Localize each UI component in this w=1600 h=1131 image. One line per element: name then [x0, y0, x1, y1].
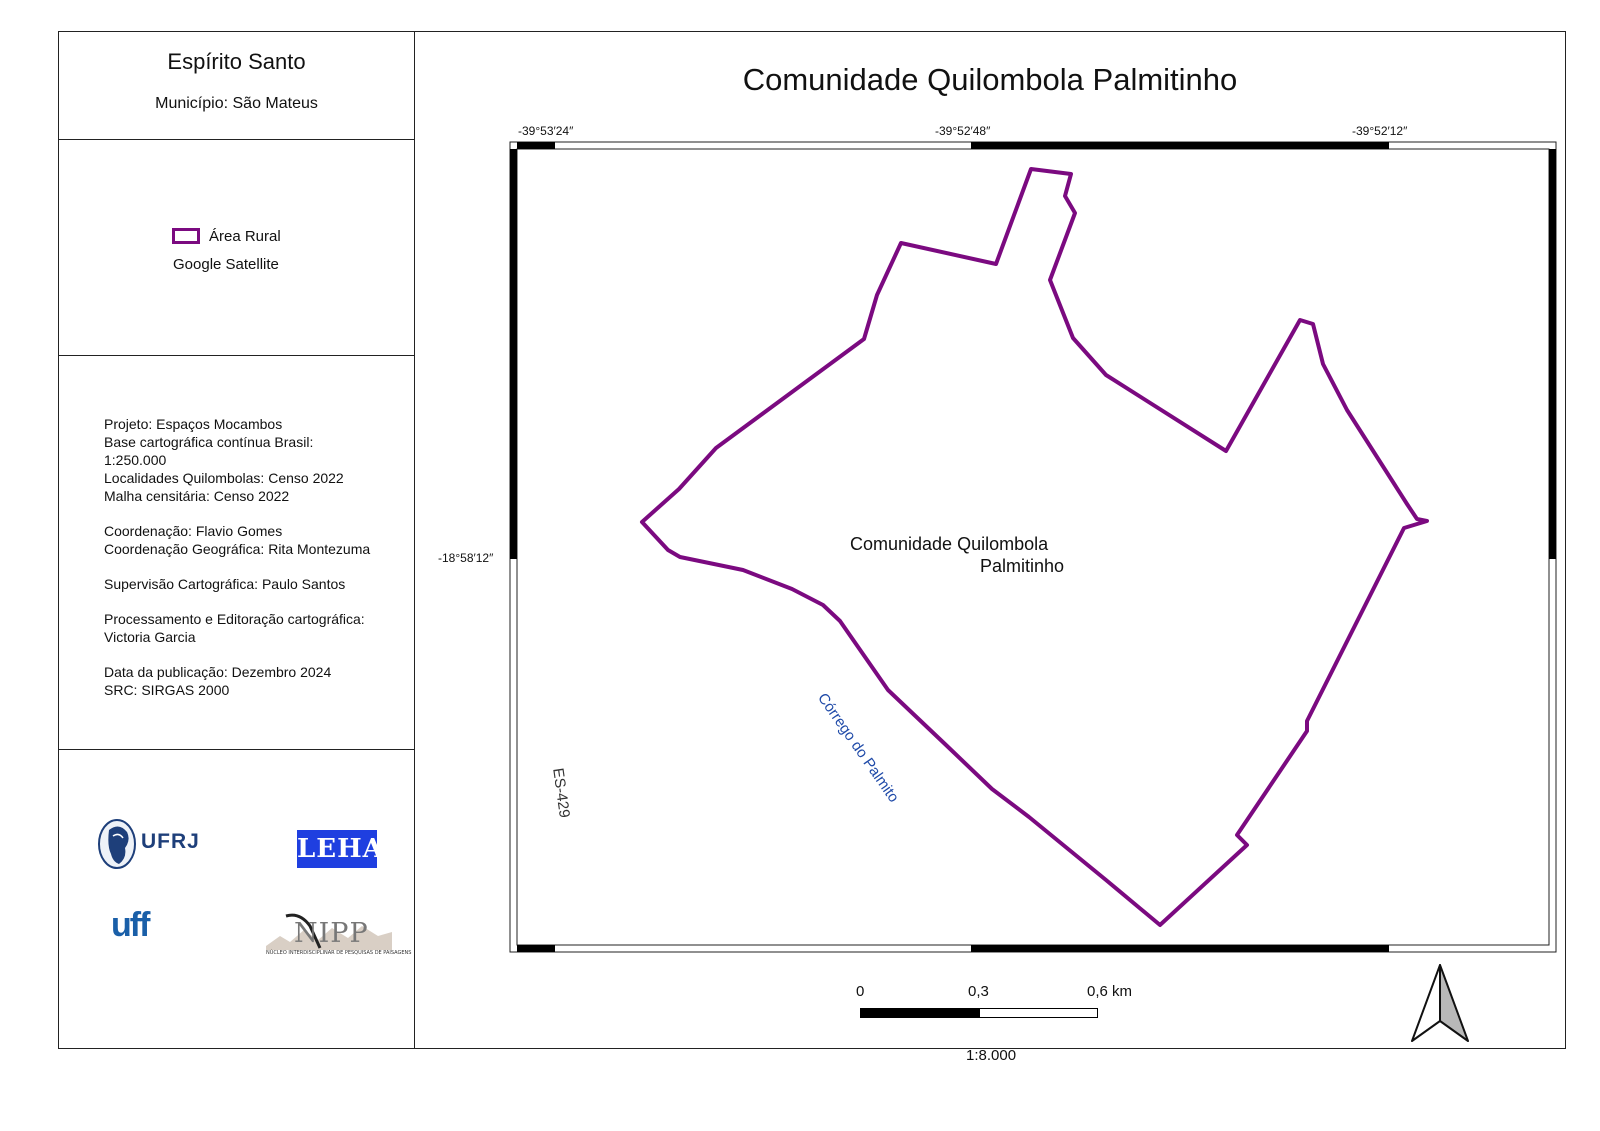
scalebar-tick-0: 0	[856, 983, 865, 1000]
scalebar-tick-1: 0,3	[968, 983, 989, 1000]
community-label	[850, 533, 1064, 577]
credit-crs: SRC: SIRGAS 2000	[104, 682, 230, 698]
longitude-label-east: -39°52′12″	[1352, 124, 1408, 138]
municipality-name: Município: São Mateus	[155, 95, 318, 112]
graticule-bottom-segment-1	[517, 945, 555, 952]
ufrj-logo-text: UFRJ	[141, 830, 200, 853]
graticule-top-segment-1	[517, 142, 555, 149]
credit-processing-line1: Processamento e Editoração cartográfica:	[104, 611, 365, 627]
credit-date: Data da publicação: Dezembro 2024	[104, 664, 332, 680]
graticule-top-segment-2	[971, 142, 1389, 149]
leha-logo: LEHA	[297, 830, 377, 868]
credit-mesh: Malha censitária: Censo 2022	[104, 488, 290, 504]
credit-supervision: Supervisão Cartográfica: Paulo Santos	[104, 576, 346, 592]
credit-localities: Localidades Quilombolas: Censo 2022	[104, 470, 344, 486]
community-label-line1: Comunidade Quilombola	[850, 534, 1049, 554]
state-name: Espírito Santo	[167, 49, 306, 74]
credit-coordination: Coordenação: Flavio Gomes	[104, 523, 283, 539]
credit-processing-line2: Victoria Garcia	[104, 629, 196, 645]
graticule-bottom-segment-2	[971, 945, 1389, 952]
uff-logo: uff	[111, 906, 149, 944]
latitude-label: -18°58′12″	[438, 551, 494, 565]
nipp-logo-subtitle: NÚCLEO INTERDISCIPLINAR DE PESQUISAS DE PAISAGENS	[266, 950, 412, 956]
scale-ratio: 1:8.000	[966, 1047, 1017, 1064]
legend-basemap-label: Google Satellite	[173, 256, 279, 273]
credit-base-line1: Base cartográfica contínua Brasil:	[104, 434, 314, 450]
community-label-line2: Palmitinho	[979, 556, 1064, 576]
credit-base-line2: 1:250.000	[104, 452, 167, 468]
credit-project: Projeto: Espaços Mocambos	[104, 416, 283, 432]
scalebar-filled-segment	[861, 1009, 980, 1017]
road-label: ES-429	[549, 767, 573, 819]
nipp-logo-text: NIPP	[294, 918, 369, 949]
scalebar-tick-2: 0,6 km	[1087, 983, 1133, 1000]
graticule-left-segment	[510, 149, 517, 559]
longitude-label-center: -39°52′48″	[935, 124, 991, 138]
stream-label: Córrego do Palmito	[814, 690, 903, 806]
credit-geo-coordination: Coordenação Geográfica: Rita Montezuma	[104, 541, 371, 557]
graticule-right-segment	[1549, 149, 1556, 559]
map-title: Comunidade Quilombola Palmitinho	[742, 62, 1238, 97]
longitude-label-west: -39°53′24″	[518, 124, 574, 138]
north-arrow-icon	[1408, 963, 1472, 1045]
legend-rural-area-label: Área Rural	[209, 228, 281, 245]
scalebar	[860, 1008, 1098, 1018]
